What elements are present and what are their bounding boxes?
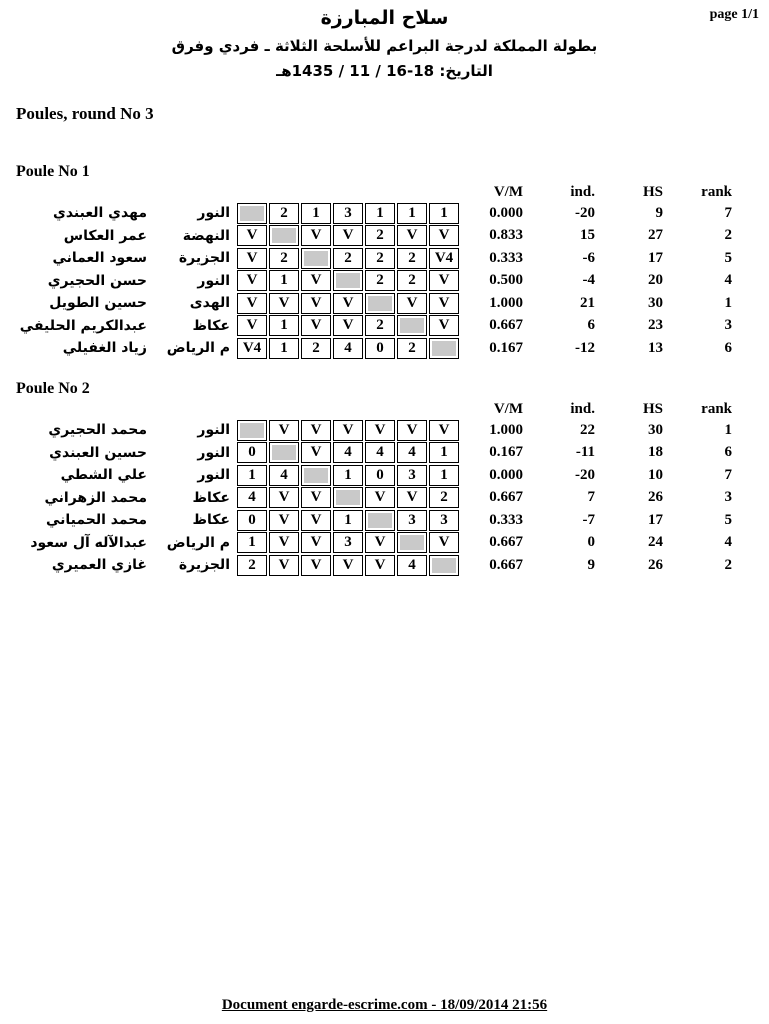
score-cell: V xyxy=(269,293,299,314)
poule-rows xyxy=(0,419,732,577)
score-cell: 2 xyxy=(365,315,395,336)
fencer-name: حسين الطويل xyxy=(49,295,147,312)
rank-value: 5 xyxy=(724,249,732,266)
diagonal-cell xyxy=(301,465,331,486)
fencer-club: النور xyxy=(197,272,230,289)
rank-value: 6 xyxy=(724,444,732,461)
diagonal-fill xyxy=(240,423,264,438)
score-cell: V xyxy=(333,420,363,441)
score-cell: V xyxy=(301,555,331,576)
score-cell: V xyxy=(237,225,267,246)
score-cell: 2 xyxy=(365,225,395,246)
ind-value: 0 xyxy=(587,534,595,551)
diagonal-cell xyxy=(237,203,267,224)
hs-value: 30 xyxy=(648,421,663,438)
score-cell: 4 xyxy=(365,442,395,463)
score-cell: V xyxy=(237,270,267,291)
fencer-name: حسن الحجيري xyxy=(47,272,147,289)
rank-value: 5 xyxy=(724,511,732,528)
hs-value: 27 xyxy=(648,227,663,244)
diagonal-cell xyxy=(269,225,299,246)
fencer-club: النور xyxy=(197,444,230,461)
score-cell: 2 xyxy=(429,487,459,508)
score-cell: 2 xyxy=(269,248,299,269)
fencer-club: عكاظ xyxy=(192,317,230,334)
score-cell: 1 xyxy=(269,338,299,359)
diagonal-cell xyxy=(333,270,363,291)
ind-header: ind. xyxy=(570,401,595,417)
score-cell: 0 xyxy=(365,338,395,359)
fencer-name: عبدالآله آل سعود xyxy=(30,534,147,551)
score-cells xyxy=(236,487,460,508)
rank-value: 1 xyxy=(724,294,732,311)
diagonal-cell xyxy=(429,338,459,359)
hs-value: 30 xyxy=(648,294,663,311)
fencer-club: الهدى xyxy=(189,295,230,312)
fencer-club: الجزيرة xyxy=(178,557,230,574)
fencer-name: زياد الغفيلي xyxy=(62,340,147,357)
vm-value: 0.667 xyxy=(489,534,523,551)
score-cell: V xyxy=(429,225,459,246)
fencer-name: حسين العبندي xyxy=(49,444,147,461)
ind-value: 22 xyxy=(580,421,595,438)
diagonal-fill xyxy=(272,445,296,460)
score-cell: V xyxy=(269,420,299,441)
ind-value: 21 xyxy=(580,294,595,311)
vm-value: 1.000 xyxy=(489,294,523,311)
diagonal-cell xyxy=(365,293,395,314)
score-cell: 4 xyxy=(397,442,427,463)
ind-header: ind. xyxy=(570,184,595,200)
score-cell: 2 xyxy=(365,248,395,269)
fencer-row xyxy=(0,202,732,225)
footer-text: Document engarde-escrime.com - 18/09/2014 21:56 xyxy=(221,997,548,1013)
fencer-row xyxy=(0,247,732,270)
ind-value: 9 xyxy=(587,556,595,573)
score-cell: 0 xyxy=(237,442,267,463)
score-cells xyxy=(236,293,460,314)
hs-value: 20 xyxy=(648,272,663,289)
hs-header: HS xyxy=(642,184,663,200)
hs-value: 17 xyxy=(648,511,663,528)
diagonal-fill xyxy=(400,535,424,550)
ind-value: 7 xyxy=(587,489,595,506)
diagonal-fill xyxy=(304,468,328,483)
score-cells xyxy=(236,248,460,269)
diagonal-fill xyxy=(272,228,296,243)
vm-value: 0.000 xyxy=(489,204,523,221)
score-cell: V xyxy=(269,487,299,508)
score-cell: 3 xyxy=(397,510,427,531)
score-cells xyxy=(236,555,460,576)
score-cells xyxy=(236,442,460,463)
fencer-name: محمد الزهراني xyxy=(44,489,147,506)
fencer-row xyxy=(0,442,732,465)
score-cell: 2 xyxy=(397,270,427,291)
ind-value: -12 xyxy=(575,339,595,356)
score-cells xyxy=(236,338,460,359)
fencer-row xyxy=(0,532,732,555)
fencer-club: عكاظ xyxy=(192,512,230,529)
fencer-row xyxy=(0,225,732,248)
score-cell: V xyxy=(429,293,459,314)
fencer-row xyxy=(0,270,732,293)
subtitle-arabic: بطولة المملكة لدرجة البراعم للأسلحة الثلاثة ـ فردي وفرق xyxy=(171,37,598,55)
diagonal-fill xyxy=(240,206,264,221)
score-cell: 1 xyxy=(333,465,363,486)
fencer-name: محمد الحمياني xyxy=(45,512,147,529)
fencer-name: علي الشطي xyxy=(60,467,147,484)
rank-value: 1 xyxy=(724,421,732,438)
score-cell: V xyxy=(397,487,427,508)
score-cell: V4 xyxy=(429,248,459,269)
hs-value: 9 xyxy=(655,204,663,221)
score-cell: V xyxy=(397,225,427,246)
score-cell: 2 xyxy=(333,248,363,269)
score-cell: V xyxy=(301,532,331,553)
poule-title: Poule No 1 xyxy=(16,163,90,180)
score-cell: 1 xyxy=(429,465,459,486)
score-cell: V xyxy=(365,555,395,576)
score-cells xyxy=(236,420,460,441)
vm-value: 0.667 xyxy=(489,317,523,334)
score-cells xyxy=(236,270,460,291)
hs-header: HS xyxy=(642,401,663,417)
vm-value: 0.167 xyxy=(489,444,523,461)
rank-value: 4 xyxy=(724,272,732,289)
score-cell: 2 xyxy=(365,270,395,291)
title-arabic: سلاح المبارزة xyxy=(320,7,449,29)
stats-header-spacer xyxy=(0,184,460,201)
score-cell: 4 xyxy=(237,487,267,508)
score-cell: V xyxy=(333,315,363,336)
poule-rows xyxy=(0,202,732,360)
fencer-row xyxy=(0,419,732,442)
page-number: page 1/1 xyxy=(709,7,759,22)
diagonal-fill xyxy=(368,513,392,528)
diagonal-cell xyxy=(429,555,459,576)
vm-value: 0.667 xyxy=(489,556,523,573)
score-cell: 2 xyxy=(397,248,427,269)
score-cell: 2 xyxy=(397,338,427,359)
hs-value: 18 xyxy=(648,444,663,461)
score-cell: 3 xyxy=(333,532,363,553)
ind-value: 6 xyxy=(587,317,595,334)
fencer-name: عبدالكريم الحليفي xyxy=(19,317,147,334)
diagonal-fill xyxy=(336,273,360,288)
hs-value: 24 xyxy=(648,534,663,551)
score-cell: V xyxy=(237,315,267,336)
fencer-club: م الرياض xyxy=(166,340,230,357)
vm-header: V/M xyxy=(493,184,523,200)
vm-value: 1.000 xyxy=(489,421,523,438)
vm-value: 0.833 xyxy=(489,227,523,244)
rank-header: rank xyxy=(701,184,732,200)
diagonal-cell xyxy=(365,510,395,531)
score-cell: V xyxy=(429,270,459,291)
score-cell: V xyxy=(269,510,299,531)
score-cell: V xyxy=(301,510,331,531)
diagonal-cell xyxy=(237,420,267,441)
score-cell: 4 xyxy=(397,555,427,576)
rank-header: rank xyxy=(701,401,732,417)
vm-header: V/M xyxy=(493,401,523,417)
ind-value: -6 xyxy=(582,249,595,266)
vm-value: 0.667 xyxy=(489,489,523,506)
score-cell: V xyxy=(365,532,395,553)
fencer-row xyxy=(0,509,732,532)
score-cell: 1 xyxy=(429,442,459,463)
rank-value: 3 xyxy=(724,317,732,334)
vm-value: 0.333 xyxy=(489,511,523,528)
score-cell: V xyxy=(365,420,395,441)
diagonal-cell xyxy=(301,248,331,269)
score-cells xyxy=(236,465,460,486)
vm-value: 0.167 xyxy=(489,339,523,356)
fencer-name: مهدي العبندي xyxy=(52,205,147,222)
fencer-club: النور xyxy=(197,467,230,484)
diagonal-cell xyxy=(397,532,427,553)
rank-value: 2 xyxy=(724,227,732,244)
score-cell: V xyxy=(301,487,331,508)
score-cell: 1 xyxy=(237,532,267,553)
score-cell: V xyxy=(237,248,267,269)
fencer-club: عكاظ xyxy=(192,489,230,506)
hs-value: 13 xyxy=(648,339,663,356)
hs-value: 17 xyxy=(648,249,663,266)
fencer-row xyxy=(0,487,732,510)
score-cell: 3 xyxy=(429,510,459,531)
score-cell: V xyxy=(301,270,331,291)
ind-value: 15 xyxy=(580,227,595,244)
score-cell: V xyxy=(333,293,363,314)
score-cell: 2 xyxy=(301,338,331,359)
rank-value: 7 xyxy=(724,204,732,221)
score-cell: V xyxy=(429,315,459,336)
fencer-row xyxy=(0,315,732,338)
fencer-name: غازي العميري xyxy=(51,557,147,574)
vm-value: 0.500 xyxy=(489,272,523,289)
hs-value: 26 xyxy=(648,489,663,506)
stats-header-row xyxy=(0,184,732,201)
ind-value: -11 xyxy=(575,444,595,461)
score-cell: V xyxy=(301,420,331,441)
score-cell: 4 xyxy=(269,465,299,486)
date-arabic: التاريخ: 18-16 / 11 / 1435هـ xyxy=(276,62,493,80)
score-cells xyxy=(236,225,460,246)
score-cell: V xyxy=(269,555,299,576)
poule-title: Poule No 2 xyxy=(16,380,90,397)
score-cells xyxy=(236,203,460,224)
score-cell: 2 xyxy=(269,203,299,224)
score-cell: V xyxy=(237,293,267,314)
score-cells xyxy=(236,510,460,531)
score-cell: 3 xyxy=(333,203,363,224)
score-cells xyxy=(236,532,460,553)
hs-value: 23 xyxy=(648,317,663,334)
score-cell: 1 xyxy=(365,203,395,224)
fencer-name: محمد الحجيري xyxy=(48,422,147,439)
score-cell: 4 xyxy=(333,442,363,463)
score-cell: 1 xyxy=(429,203,459,224)
fencer-club: النور xyxy=(197,422,230,439)
fencer-club: النور xyxy=(197,205,230,222)
fencer-row xyxy=(0,464,732,487)
section-title: Poules, round No 3 xyxy=(16,104,154,123)
fencer-club: الجزيرة xyxy=(178,250,230,267)
score-cell: 1 xyxy=(301,203,331,224)
score-cell: V xyxy=(301,225,331,246)
fencer-club: النهضة xyxy=(182,227,230,244)
score-cell: 1 xyxy=(397,203,427,224)
score-cell: V xyxy=(429,420,459,441)
diagonal-fill xyxy=(304,251,328,266)
score-cell: V xyxy=(301,315,331,336)
score-cell: V xyxy=(397,420,427,441)
score-cell: V xyxy=(301,442,331,463)
fencer-row xyxy=(0,292,732,315)
score-cell: V xyxy=(301,293,331,314)
rank-value: 2 xyxy=(724,556,732,573)
hs-value: 26 xyxy=(648,556,663,573)
rank-value: 7 xyxy=(724,466,732,483)
score-cells xyxy=(236,315,460,336)
stats-header-row xyxy=(0,401,732,418)
hs-value: 10 xyxy=(648,466,663,483)
stats-header-spacer xyxy=(0,401,460,418)
ind-value: -20 xyxy=(575,204,595,221)
rank-value: 3 xyxy=(724,489,732,506)
fencer-row xyxy=(0,337,732,360)
ind-value: -20 xyxy=(575,466,595,483)
score-cell: 2 xyxy=(237,555,267,576)
diagonal-fill xyxy=(432,558,456,573)
score-cell: 0 xyxy=(237,510,267,531)
score-cell: 1 xyxy=(237,465,267,486)
score-cell: V xyxy=(333,555,363,576)
score-cell: V xyxy=(429,532,459,553)
score-cell: 1 xyxy=(269,270,299,291)
diagonal-fill xyxy=(400,318,424,333)
ind-value: -4 xyxy=(582,272,595,289)
score-cell: V xyxy=(269,532,299,553)
vm-value: 0.333 xyxy=(489,249,523,266)
score-cell: 0 xyxy=(365,465,395,486)
rank-value: 6 xyxy=(724,339,732,356)
score-cell: 4 xyxy=(333,338,363,359)
score-cell: V xyxy=(397,293,427,314)
diagonal-cell xyxy=(269,442,299,463)
vm-value: 0.000 xyxy=(489,466,523,483)
fencer-club: م الرياض xyxy=(166,534,230,551)
diagonal-fill xyxy=(368,296,392,311)
score-cell: V xyxy=(333,225,363,246)
score-cell: 3 xyxy=(397,465,427,486)
score-cell: 1 xyxy=(333,510,363,531)
ind-value: -7 xyxy=(582,511,595,528)
diagonal-cell xyxy=(397,315,427,336)
rank-value: 4 xyxy=(724,534,732,551)
diagonal-fill xyxy=(336,490,360,505)
diagonal-fill xyxy=(432,341,456,356)
score-cell: V xyxy=(365,487,395,508)
score-cell: 1 xyxy=(269,315,299,336)
diagonal-cell xyxy=(333,487,363,508)
score-cell: V4 xyxy=(237,338,267,359)
fencer-row xyxy=(0,554,732,577)
fencer-name: سعود العماني xyxy=(52,250,147,267)
fencer-name: عمر العكاس xyxy=(63,227,147,244)
